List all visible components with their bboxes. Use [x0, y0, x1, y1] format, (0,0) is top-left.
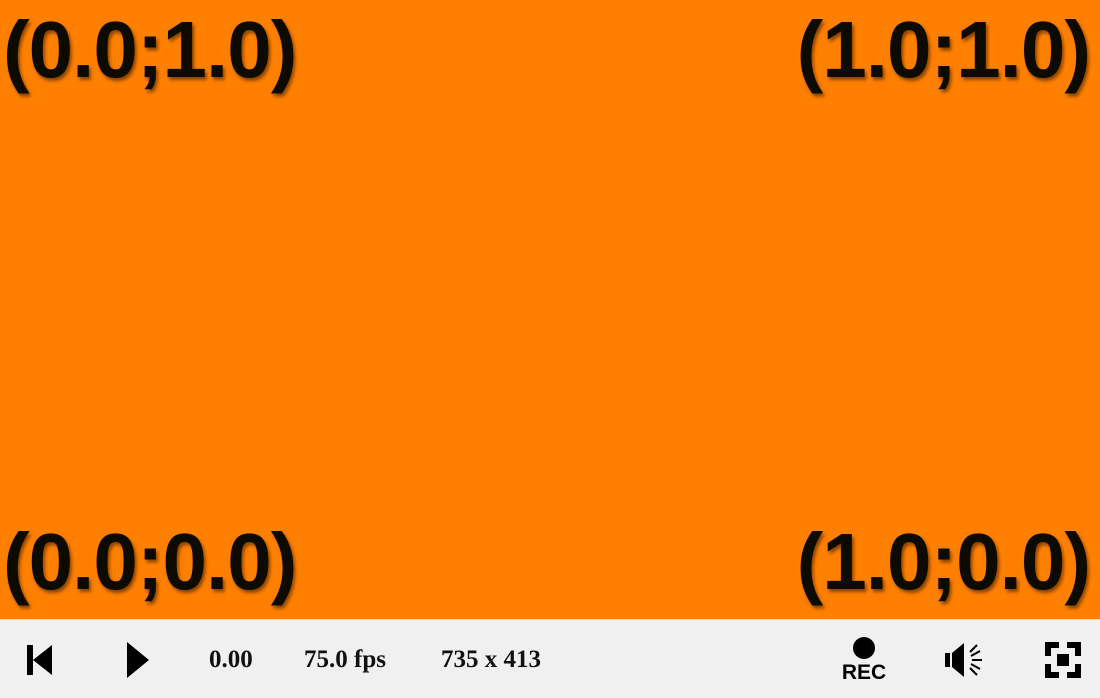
play-button[interactable]	[116, 620, 160, 698]
record-label: REC	[841, 660, 887, 684]
resolution-readout: 735 x 413	[441, 645, 541, 673]
speaker-icon	[942, 640, 990, 680]
record-dot-icon	[853, 637, 875, 659]
fps-readout: 75.0 fps	[304, 645, 386, 673]
fullscreen-button[interactable]	[1036, 620, 1090, 698]
corner-label-top-left: (0.0;1.0)	[3, 5, 297, 94]
play-icon	[125, 640, 151, 680]
volume-button[interactable]	[936, 620, 996, 698]
corner-label-bottom-right: (1.0;0.0)	[796, 517, 1090, 606]
corner-label-bottom-left: (0.0;0.0)	[3, 517, 297, 606]
skip-to-start-icon	[25, 643, 55, 677]
rewind-button[interactable]	[18, 620, 62, 698]
time-readout: 0.00	[209, 645, 253, 673]
record-button[interactable]	[826, 620, 902, 698]
corner-label-top-right: (1.0;1.0)	[796, 5, 1090, 94]
control-bar	[0, 619, 1100, 698]
fullscreen-icon	[1043, 640, 1083, 680]
